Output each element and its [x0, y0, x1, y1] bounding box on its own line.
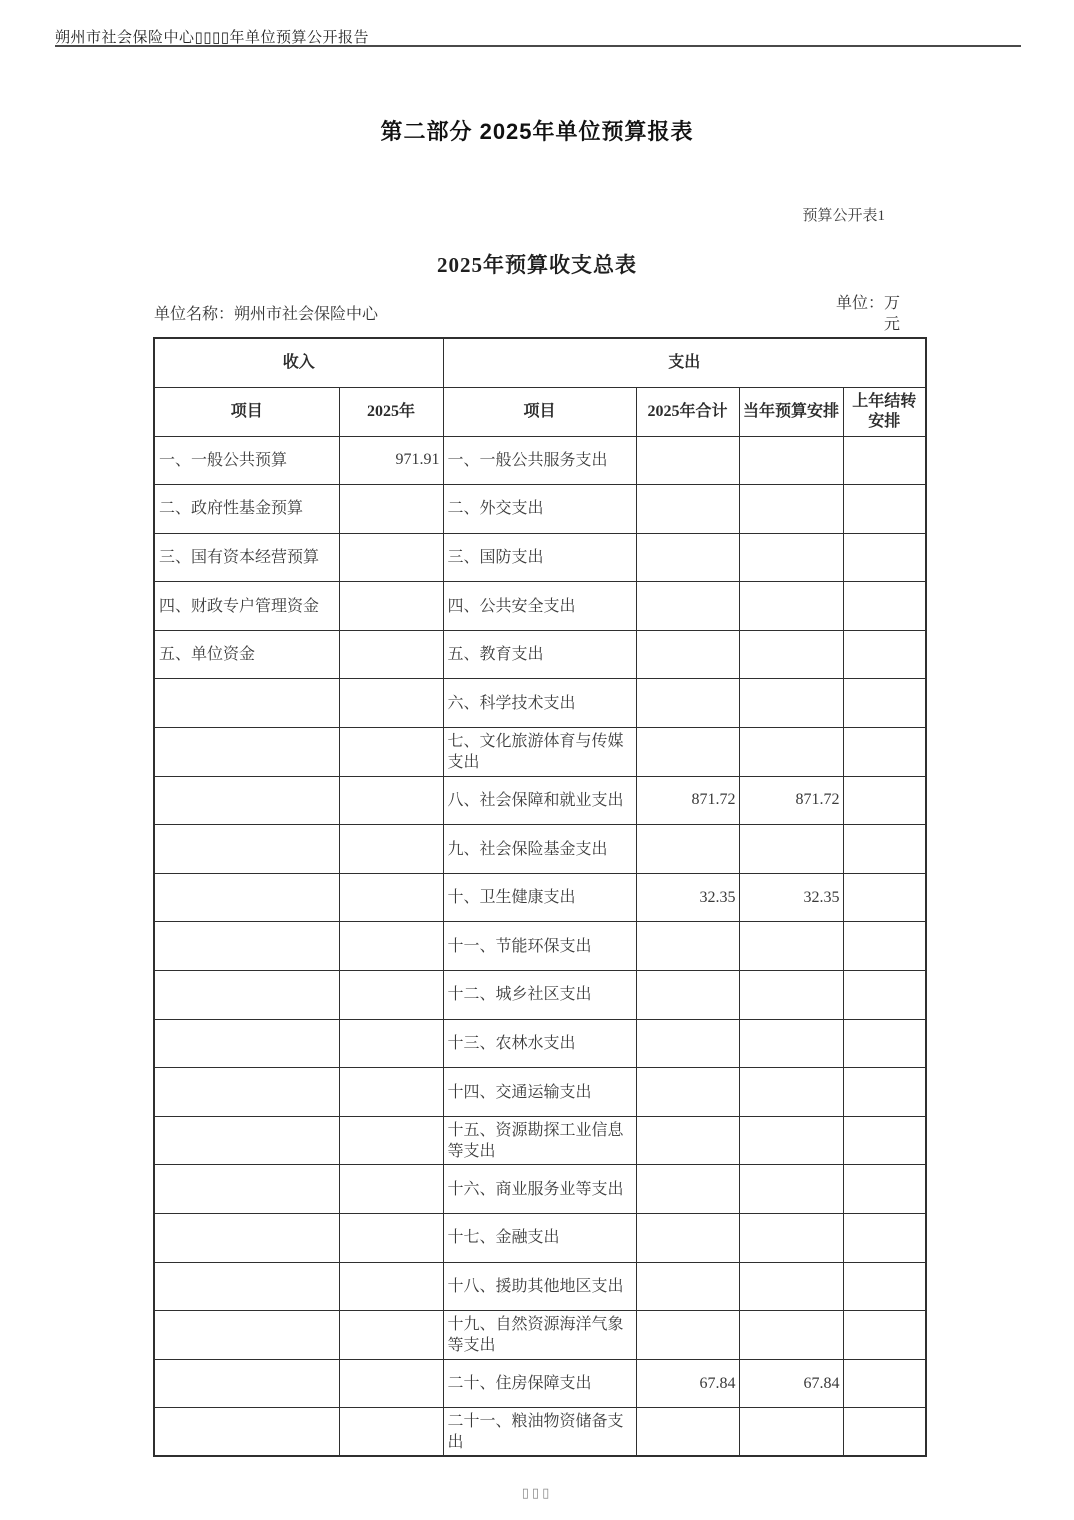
budget-table	[153, 337, 927, 1457]
cell-expense-current	[739, 533, 843, 582]
cell-expense-item: 十九、自然资源海洋气象等支出	[443, 1311, 636, 1360]
income-section-header: 收入	[154, 338, 443, 387]
cell-income-value	[339, 1068, 443, 1117]
cell-expense-item: 十八、援助其他地区支出	[443, 1262, 636, 1311]
cell-expense-total	[636, 582, 739, 631]
cell-expense-carryover	[843, 1165, 926, 1214]
cell-expense-item: 十三、农林水支出	[443, 1019, 636, 1068]
table-row	[154, 825, 926, 874]
table-row	[154, 922, 926, 971]
col-header-expense-total: 2025年合计	[636, 387, 739, 436]
cell-income-value	[339, 485, 443, 534]
table-row	[154, 873, 926, 922]
cell-income-value	[339, 582, 443, 631]
cell-expense-carryover	[843, 1068, 926, 1117]
cell-income-item	[154, 728, 339, 777]
table-row	[154, 1214, 926, 1263]
cell-income-item	[154, 825, 339, 874]
cell-expense-total	[636, 728, 739, 777]
table-column-header-row	[154, 387, 926, 436]
cell-income-value	[339, 679, 443, 728]
cell-expense-item: 五、教育支出	[443, 630, 636, 679]
cell-income-item	[154, 971, 339, 1020]
table-title: 2025年预算收支总表	[437, 253, 637, 277]
cell-expense-current	[739, 1019, 843, 1068]
cell-expense-current	[739, 485, 843, 534]
cell-expense-current: 67.84	[739, 1359, 843, 1408]
table-row	[154, 485, 926, 534]
cell-expense-item: 六、科学技术支出	[443, 679, 636, 728]
cell-income-item	[154, 1214, 339, 1263]
cell-income-item: 五、单位资金	[154, 630, 339, 679]
cell-income-value	[339, 922, 443, 971]
cell-expense-carryover	[843, 436, 926, 485]
table-row	[154, 679, 926, 728]
cell-expense-carryover	[843, 679, 926, 728]
cell-expense-item: 三、国防支出	[443, 533, 636, 582]
expense-section-header: 支出	[443, 338, 926, 387]
cell-expense-item: 二十一、粮油物资储备支出	[443, 1408, 636, 1457]
cell-income-item	[154, 873, 339, 922]
cell-expense-current: 871.72	[739, 776, 843, 825]
cell-income-value	[339, 1359, 443, 1408]
cell-income-item: 一、一般公共预算	[154, 436, 339, 485]
cell-income-item	[154, 776, 339, 825]
cell-expense-total	[636, 1019, 739, 1068]
table-row	[154, 1359, 926, 1408]
table-row	[154, 533, 926, 582]
cell-expense-item: 十五、资源勘探工业信息等支出	[443, 1116, 636, 1165]
header-rule	[55, 45, 1021, 47]
cell-income-item: 三、国有资本经营预算	[154, 533, 339, 582]
cell-expense-current	[739, 582, 843, 631]
table-row	[154, 776, 926, 825]
cell-income-item	[154, 1019, 339, 1068]
cell-expense-carryover	[843, 825, 926, 874]
cell-expense-total	[636, 922, 739, 971]
cell-expense-total	[636, 1214, 739, 1263]
unit-label: 单位：万元	[835, 295, 900, 333]
unit-name: 单位名称：朔州市社会保险中心	[154, 306, 379, 323]
cell-expense-total: 32.35	[636, 873, 739, 922]
table-row	[154, 1311, 926, 1360]
cell-income-value	[339, 1019, 443, 1068]
col-header-income-item: 项目	[154, 387, 339, 436]
cell-expense-current	[739, 630, 843, 679]
cell-expense-carryover	[843, 1116, 926, 1165]
table-row	[154, 1116, 926, 1165]
cell-expense-total	[636, 1262, 739, 1311]
cell-expense-item: 十六、商业服务业等支出	[443, 1165, 636, 1214]
cell-income-value	[339, 971, 443, 1020]
cell-expense-total: 67.84	[636, 1359, 739, 1408]
cell-expense-current	[739, 971, 843, 1020]
cell-expense-carryover	[843, 776, 926, 825]
cell-income-item	[154, 1359, 339, 1408]
table-row	[154, 1165, 926, 1214]
cell-expense-total	[636, 1165, 739, 1214]
cell-expense-carryover	[843, 971, 926, 1020]
cell-expense-total	[636, 1116, 739, 1165]
cell-expense-carryover	[843, 1262, 926, 1311]
cell-expense-carryover	[843, 582, 926, 631]
cell-income-item: 四、财政专户管理资金	[154, 582, 339, 631]
cell-expense-total	[636, 971, 739, 1020]
table-group-header-row	[154, 338, 926, 387]
cell-expense-item: 十七、金融支出	[443, 1214, 636, 1263]
cell-expense-carryover	[843, 1019, 926, 1068]
cell-expense-carryover	[843, 485, 926, 534]
cell-expense-item: 十一、节能环保支出	[443, 922, 636, 971]
cell-expense-total	[636, 679, 739, 728]
cell-expense-carryover	[843, 630, 926, 679]
cell-expense-total: 871.72	[636, 776, 739, 825]
cell-expense-item: 七、文化旅游体育与传媒支出	[443, 728, 636, 777]
table-row	[154, 728, 926, 777]
cell-expense-total	[636, 1311, 739, 1360]
cell-expense-current	[739, 1311, 843, 1360]
cell-expense-current	[739, 922, 843, 971]
cell-expense-item: 九、社会保险基金支出	[443, 825, 636, 874]
cell-expense-current	[739, 1116, 843, 1165]
cell-income-value	[339, 533, 443, 582]
cell-income-value	[339, 1214, 443, 1263]
cell-income-value	[339, 1116, 443, 1165]
cell-expense-current	[739, 1262, 843, 1311]
cell-income-value	[339, 1262, 443, 1311]
cell-income-value	[339, 728, 443, 777]
table-row	[154, 1262, 926, 1311]
cell-expense-current	[739, 728, 843, 777]
cell-expense-item: 二、外交支出	[443, 485, 636, 534]
table-row	[154, 582, 926, 631]
table-row	[154, 1408, 926, 1457]
cell-expense-total	[636, 533, 739, 582]
page-number: ▯▯▯	[521, 1486, 553, 1501]
cell-income-item	[154, 922, 339, 971]
table-label: 预算公开表1	[802, 208, 885, 224]
cell-expense-carryover	[843, 1408, 926, 1457]
cell-income-item	[154, 1116, 339, 1165]
cell-expense-current	[739, 436, 843, 485]
cell-expense-current	[739, 1068, 843, 1117]
cell-expense-total	[636, 1068, 739, 1117]
cell-income-value	[339, 1408, 443, 1457]
cell-expense-carryover	[843, 1359, 926, 1408]
cell-expense-item: 十四、交通运输支出	[443, 1068, 636, 1117]
cell-income-item	[154, 679, 339, 728]
cell-expense-current	[739, 1165, 843, 1214]
col-header-expense-carryover: 上年结转安排	[843, 387, 926, 436]
cell-income-value	[339, 1165, 443, 1214]
section-title: 第二部分 2025年单位预算报表	[380, 119, 694, 144]
cell-expense-current	[739, 825, 843, 874]
document-header: 朔州市社会保险中心▯▯▯▯年单位预算公开报告	[55, 29, 370, 46]
cell-expense-current	[739, 1214, 843, 1263]
cell-expense-carryover	[843, 728, 926, 777]
cell-expense-current	[739, 679, 843, 728]
cell-expense-total	[636, 1408, 739, 1457]
cell-income-value	[339, 825, 443, 874]
cell-expense-current	[739, 1408, 843, 1457]
cell-expense-total	[636, 630, 739, 679]
cell-income-item: 二、政府性基金预算	[154, 485, 339, 534]
cell-expense-carryover	[843, 1311, 926, 1360]
cell-income-item	[154, 1262, 339, 1311]
cell-income-value	[339, 630, 443, 679]
table-row	[154, 436, 926, 485]
table-row	[154, 1019, 926, 1068]
cell-income-value	[339, 776, 443, 825]
cell-income-item	[154, 1408, 339, 1457]
cell-expense-total	[636, 825, 739, 874]
cell-expense-item: 十二、城乡社区支出	[443, 971, 636, 1020]
cell-expense-item: 十、卫生健康支出	[443, 873, 636, 922]
col-header-expense-current: 当年预算安排	[739, 387, 843, 436]
cell-income-value: 971.91	[339, 436, 443, 485]
cell-expense-current: 32.35	[739, 873, 843, 922]
cell-expense-item: 二十、住房保障支出	[443, 1359, 636, 1408]
cell-income-item	[154, 1311, 339, 1360]
cell-income-value	[339, 873, 443, 922]
cell-expense-carryover	[843, 1214, 926, 1263]
table-row	[154, 1068, 926, 1117]
table-row	[154, 630, 926, 679]
col-header-income-2025: 2025年	[339, 387, 443, 436]
cell-expense-item: 一、一般公共服务支出	[443, 436, 636, 485]
cell-expense-total	[636, 436, 739, 485]
cell-expense-carryover	[843, 873, 926, 922]
cell-expense-carryover	[843, 533, 926, 582]
cell-expense-item: 八、社会保障和就业支出	[443, 776, 636, 825]
cell-expense-total	[636, 485, 739, 534]
cell-income-value	[339, 1311, 443, 1360]
cell-expense-item: 四、公共安全支出	[443, 582, 636, 631]
cell-income-item	[154, 1068, 339, 1117]
col-header-expense-item: 项目	[443, 387, 636, 436]
cell-expense-carryover	[843, 922, 926, 971]
cell-income-item	[154, 1165, 339, 1214]
table-row	[154, 971, 926, 1020]
